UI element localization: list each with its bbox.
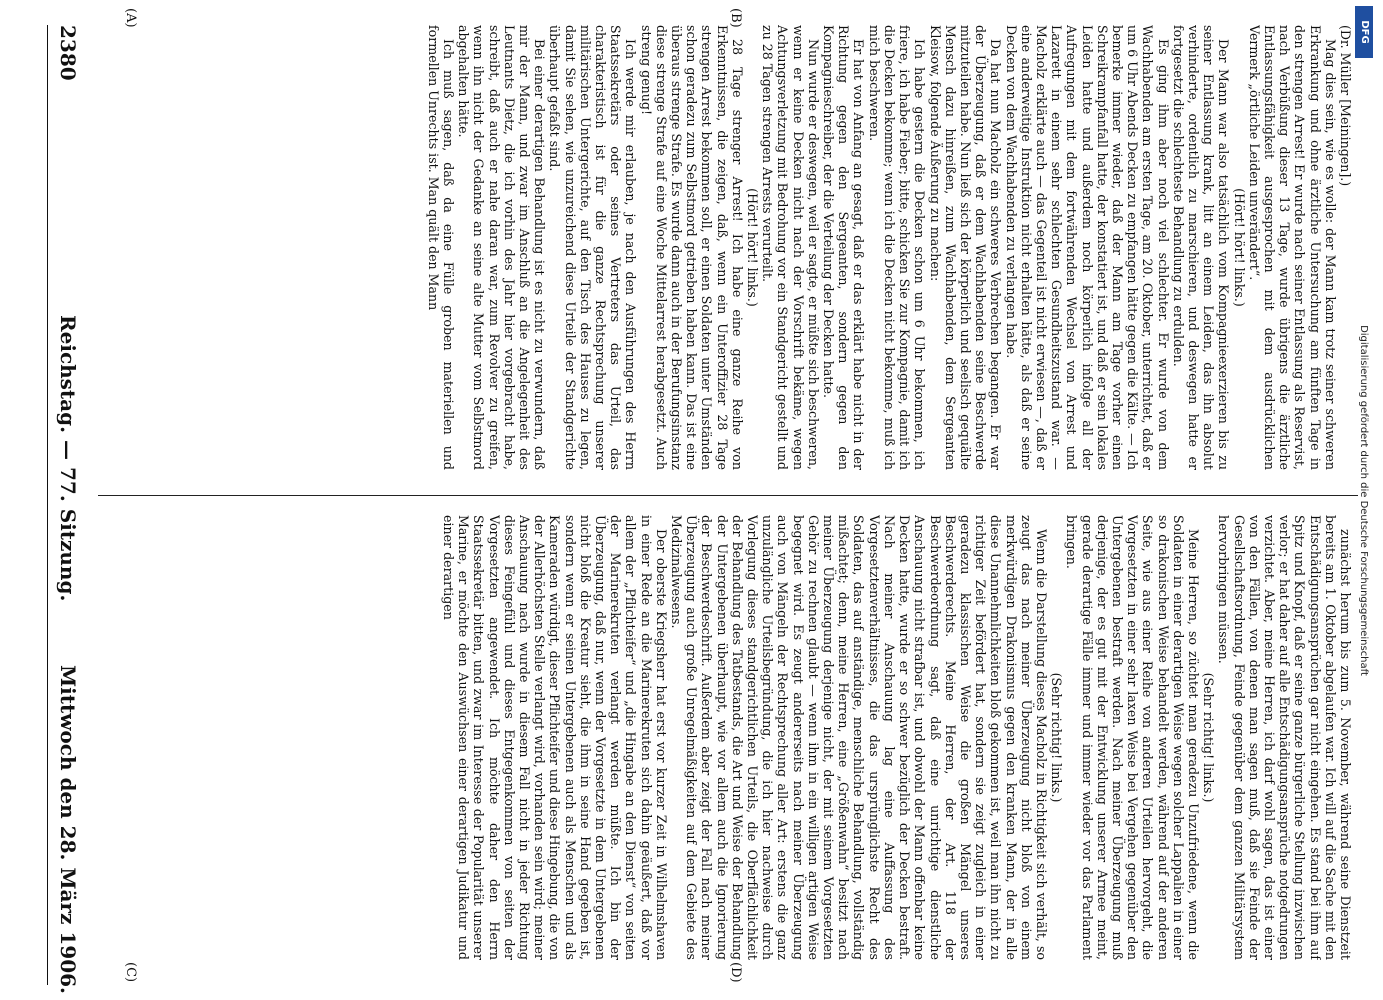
paragraph: Wenn die Darstellung dieses Macholz in Richtigkeit sich verhält, so zeugt das nach meiner Überzeugung nicht bloß von einem merkwürdigen Drakonismus gegen den kranken Mann, der in alle diese Unannehmlichkeiten bloß gekommen ist, weil man ihn nicht zu richtiger Zeit befördert hat, sondern sie zeigt zugleich in einer geradezu klassischen Weise die großen Mängel unseres Beschwerderechts. Meine Herren, der Art. 118 der Beschwerdeordnung sagt, daß eine unrichtige dienstliche Anschauung nicht strafbar ist, und obwohl der Mann offenbar keine Decken hatte, wurde er so schwer bezüglich der Decken bestraft. Nach meiner Anschauung lag eine Auffassung des Vorgesetztenverhältnisses, die das ursprünglichste Recht des Soldaten, das auf anständige, menschliche Behandlung, vollständig mißachtet; denn, meine Herren, eine „Größenwahn“ besitzt nach meiner Überzeugung derjenige nicht, der mit seinem Vorgesetzten Gehör zu rechnen glaubt — wenn ihm in ein willigen artigen Weise begegnet wird. Es zeugt andererseits nach meiner Überzeugung auch von Mängeln der Rechtsprechung aller Art: erstens die ganz unzulängliche Urteilsbegründung, die ich hier nachweise durch Vorlegung dieses standgerichtlichen Urteils, die Oberflächlichkeit der Behandlung des Tatbestands, die Art und Weise der Behandlung der Untergebenen überhaupt, wie vor allem auch die Ignorierung der Beschwerdeschrift. Außerdem aber zeigt der Fall nach meiner Überzeugung auch große Unregelmäßigkeiten auf dem Gebiete des Medizinalwesens. [669, 515, 1049, 960]
paragraph: Der oberste Kriegsherr hat erst vor kurzer Zeit in Wilhelmshaven in einer Rede an die Marinerekruten sich dahin geäußert, daß vor allem der „Pflichteifer“ und „die Hingabe an den Dienst“ von seiten der Marinerekruten verlangt werden müßte. Ich bin der Überzeugung, daß nur, wenn der Vorgesetzte in dem Untergebenen nicht bloß die Kreatur sieht, die ihm in seine Hand gegeben ist, sondern wenn er seinen Untergebenen auch als Menschen und als Kameraden würdigt, dieser Pflichteifer und diese Hingebung, die von der Allerhöchsten Stelle verlangt wird, vorhanden sein wird; meiner Anschauung nach wurde in diesem Fall nicht in jeder Richtung dieses Feingefühl und dieses Entgegenkommen von seiten der Vorgesetzten angewendet. Ich möchte daher den Herrn Staatssekretär bitten, und zwar im Interesse der Popularität unserer Marine, er möchte den Auswüchsen einer derartigen Judikatur und einer derartigen [441, 515, 669, 960]
paragraph: Nun wurde er deswegen, weil er sagte, er müßte sich beschweren, wenn er keine Decken nicht nach der Vorschrift bekäme, wegen Achtungsverletzung mit Bedrohung vor ein Standgericht gestellt und zu 28 Tagen strengen Arrests verurteilt. [760, 25, 821, 470]
paragraph: Ich werde mir erlauben, je nach den Ausführungen des Herrn Staatssekretärs oder seines Vertreters das Urteil, das charakteristisch ist für die ganze Rechtsprechung unserer militärischen Untergerichte, auf den Tisch des Hauses zu legen, damit Sie sehen, wie unzureichend diese Urteile der Standgerichte überhaupt gefaßt sind. [547, 25, 639, 470]
paragraph: zunächst herum bis zum 5. November, während seine Dienstzeit bereits am 1. Oktober abgelaufen war. Ich will auf die Sache mit den Entschädigungsansprüchen gar nicht eingehen. Es stand bei ihm auf Spitz und Knopf, daß er seine ganze bürgerliche Stellung inzwischen verlor; er hat daher auf alle Entschädigungsansprüche notgedrungen verzichtet. Aber, meine Herren, ich darf wohl sagen, das ist einer von den Fällen, von denen man sagen muß, daß sie Feinde der Gesellschaftsordnung, Feinde gegenüber dem ganzen Militärsystem hervorbringen müssen. [1216, 515, 1353, 960]
paragraph: (Sehr richtig! links.) [1201, 672, 1217, 803]
right-column [98, 515, 1353, 960]
paragraph: 28 Tage strenger Arrest! Ich habe eine ganze Reihe von Erkenntnissen, die zeigen, daß, wenn ein Unteroffizier 28 Tage strengen Arrest bekommen soll, er einen Soldaten unter Umständen schon geradezu zum Selbstmord getrieben haben kann. Das ist eine überaus strenge Strafe. Es wurde dann auch in der Berufungsinstanz diese strenge Strafe auf eine Woche Mittelarrest herabgesetzt. Auch streng genug! [638, 25, 745, 470]
paragraph: Mag dies sein, wie es wolle: der Mann kam trotz seiner schweren Erkrankung und ohne ärztliche Untersuchung am fünften Tage in den strengen Arrest! Er wurde nach seiner Entlassung als Reservist, nach Verbüßung dieser 13 Tage, wurde übrigens die ärztliche Entlassungsfähigkeit ausgesprochen mit dem ausdrücklichen Vermerk „örtliche Leiden unverändert“. [1246, 25, 1338, 470]
digitization-note [1353, 8, 1373, 993]
paragraph: Da hat nun Macholz ein schweres Verbrechen begangen. Er war der Überzeugung, daß er dem Wachhabenden seine Beschwerde mitzuteilen habe. Nun ließ sich der körperlich und seelisch gequälte Mensch dazu hinreißen, zum Wachhabenden, dem Sergeanten Kleisow, folgende Äußerung zu machen: [927, 25, 1004, 470]
margin-marker-c: (C) [123, 962, 138, 983]
paragraph: Es ging ihm aber noch viel schlechter. Er wurde von dem Wachhabenden am ersten Tage, am 20. Oktober, unterrichtet, daß er um 6 Uhr Abends Decken zu empfangen hätte gegen die Kälte. — Ich bemerke immer wieder, daß der Mann am Tage vorher einen Schreikrampfanfall hatte, der konstatiert ist, und daß er sein lokales Leiden hatte und außerdem noch körperlich infolge all der Aufregungen mit dem fortwährenden Wechsel von Arrest und Lazarett in einem sehr schlechten Gesundheitszustand war. — Macholz erklärte auch — das Gegenteil ist nicht erwiesen —, daß er eine anderweitige Instruktion nicht erhalten hätte, als daß er seine Decken von dem Wachhabenden zu verlangen habe. [1003, 25, 1171, 470]
paragraph: Ich muß sagen, daß da eine Fülle groben materiellen und formellen Unrechts ist. Man quält den Mann [425, 25, 457, 470]
paragraph: Der Mann war also tatsächlich vom Kompagnieexerzieren bis zu seiner Entlassung krank, litt an einem Leiden, das ihn absolut verhinderte, ordentlich zu marschieren, und deswegen hatte er fortgesetzt die schlechteste Behandlung zu erdulden. [1170, 25, 1232, 470]
digitization-note-text: Digitalisierung gefördert durch die Deutsche Forschungsgemeinschaft [1358, 325, 1369, 676]
paragraph: (Hört! hört! links.) [745, 188, 761, 307]
column-divider [98, 495, 1358, 496]
speaker-attribution: (Dr. Müller [Meiningen].) [1338, 25, 1353, 187]
paragraph: Ich habe gestern die Decken schon um 6 Uhr bekommen, ich friere, ich habe Fieber; bitte, schicken Sie zur Kompagnie, damit ich die Decken bekomme; wenn ich die Decken nicht bekomme, muß ich mich beschweren. [866, 25, 928, 470]
paragraph: Er hat von Anfang an gesagt, daß er das erklärt habe nicht in der Richtung gegen den Sergeanten, sondern gegen den Kompagnieschreiber, der die Verteilung der Decken hatte. [821, 25, 867, 470]
header-title-right: Mittwoch den 28. März 1906. [56, 665, 80, 995]
paragraph: Meine Herren, so züchtet man geradezu Unzufriedene, wenn die Soldaten in einer derartigen Weise wegen solcher Lappalien in einer so drakonischen Weise behandelt werden, während auf der anderen Seite, wie aus einer Reihe von anderen Urteilen hervorgeht, die Vorgesetzten in einer sehr laxen Weise bei Vergehen gegenüber den Untergebenen bestraft werden. Nach meiner Überzeugung muß derjenige, der es gut mit der Entwicklung unserer Armee meint, gerade derartige Fälle immer und immer wieder vor das Parlament bringen. [1064, 515, 1201, 960]
margin-marker-a: (A) [123, 8, 138, 28]
header-title-left: Reichstag. — 77. Sitzung. [56, 315, 80, 602]
paragraph: (Hört! hört! links.) [1231, 188, 1247, 307]
margin-marker-d: (D) [728, 962, 743, 983]
left-column [98, 25, 1353, 470]
margin-marker-b: (B) [728, 8, 743, 28]
paragraph: (Sehr richtig! links.) [1049, 672, 1065, 803]
paragraph: Bei einer derartigen Behandlung ist es nicht zu verwundern, daß mir der Mann, und zwar im Anschluß an die Angelegenheit des Leutnants Dietz, die ich vorhin des Jahr hier vorgebracht habe, schreibt, daß auch er nahe daran war, zum Revolver zu greifen, wenn ihn nicht der Gedanke an seine alte Mutter vom Selbstmord abgehalten hätte. [456, 25, 548, 470]
dfg-logo: DFG [1355, 6, 1373, 58]
page-number: 2380 [56, 25, 80, 81]
page-header [47, 25, 88, 995]
